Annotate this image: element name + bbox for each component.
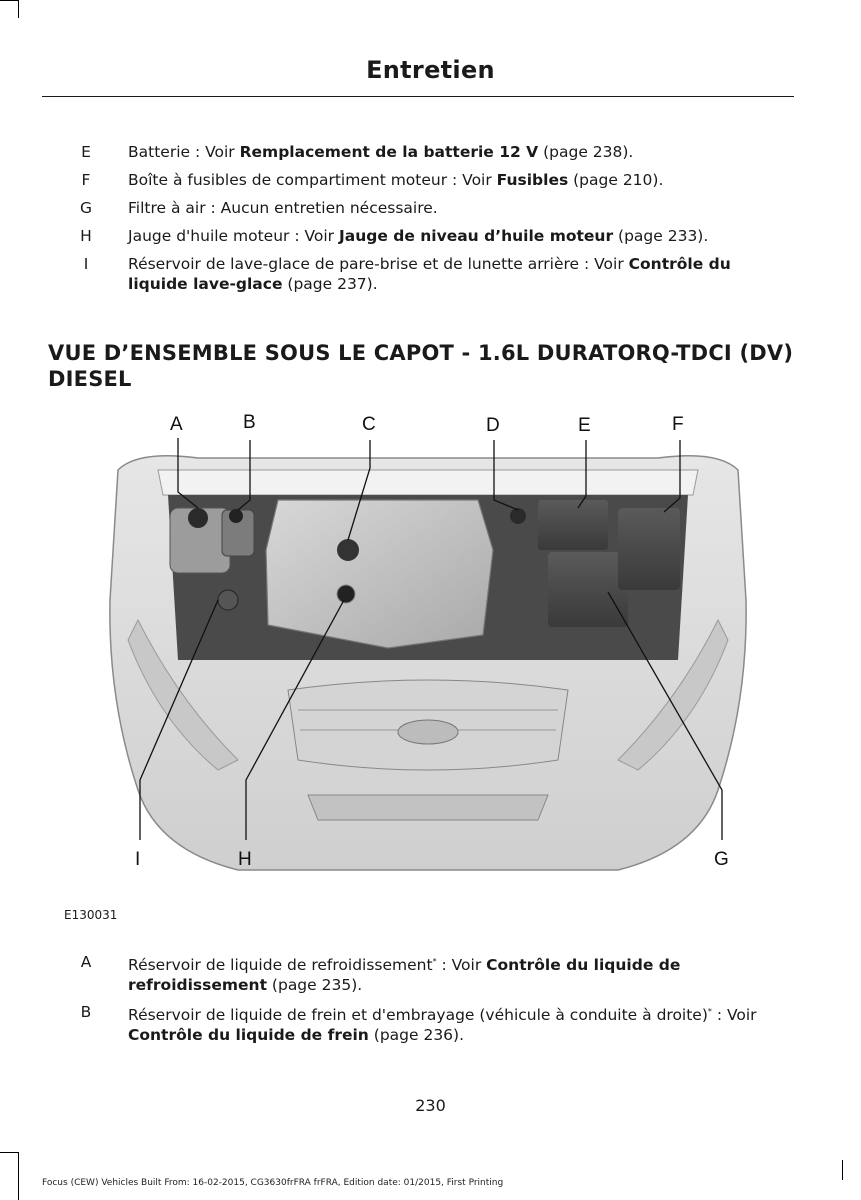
item-letter: G bbox=[79, 199, 92, 217]
figure-label-d: D bbox=[486, 415, 500, 436]
item-link[interactable]: Jauge de niveau d’huile moteur bbox=[338, 227, 614, 245]
figure-label-a: A bbox=[170, 414, 183, 435]
item-text: Réservoir de liquide de frein et d'embrayage (véhicule à conduite à droite)* : Voir Contrôle du liquide de frein (page 236). bbox=[128, 1006, 757, 1045]
item-link[interactable]: Contrôle du liquide lave-glace bbox=[128, 255, 731, 293]
item-text: Filtre à air : Aucun entretien nécessaire. bbox=[128, 199, 438, 217]
item-letter: E bbox=[81, 143, 91, 161]
item-link[interactable]: Contrôle du liquide de frein bbox=[128, 1026, 369, 1045]
figure-label-i: I bbox=[135, 849, 141, 870]
figure-label-g: G bbox=[714, 849, 729, 870]
item-link[interactable]: Contrôle du liquide de refroidissement bbox=[128, 956, 681, 995]
crop-mark bbox=[0, 0, 18, 1]
oil-filler-cap bbox=[337, 539, 359, 561]
engine-bay-figure bbox=[98, 400, 758, 920]
item-text: Réservoir de lave-glace de pare-brise et de lunette arrière : Voir Contrôle du liquide lave-glace (page 237). bbox=[128, 255, 731, 293]
page-header-title: Entretien bbox=[366, 56, 495, 84]
item-text: Boîte à fusibles de compartiment moteur : Voir Fusibles (page 210). bbox=[128, 171, 664, 189]
fuse-box bbox=[618, 508, 680, 590]
crop-mark bbox=[18, 1152, 19, 1200]
footer-text: Focus (CEW) Vehicles Built From: 16-02-2015, CG3630frFRA frFRA, Edition date: 01/2015, First Printing bbox=[42, 1178, 504, 1188]
engine-cover bbox=[266, 500, 493, 648]
dipstick-handle bbox=[337, 585, 355, 603]
page-number: 230 bbox=[415, 1096, 446, 1115]
ford-badge bbox=[398, 720, 458, 744]
air-filter bbox=[548, 552, 628, 627]
item-link[interactable]: Remplacement de la batterie 12 V bbox=[239, 143, 539, 161]
crop-mark bbox=[18, 0, 19, 18]
figure-label-h: H bbox=[238, 849, 252, 870]
battery bbox=[538, 500, 608, 550]
figure-code: E130031 bbox=[64, 908, 118, 922]
figure-label-f: F bbox=[672, 414, 684, 435]
item-text: Batterie : Voir Remplacement de la batterie 12 V (page 238). bbox=[128, 143, 634, 161]
figure-label-c: C bbox=[362, 414, 376, 435]
item-letter: I bbox=[83, 255, 89, 273]
item-text: Réservoir de liquide de refroidissement* : Voir Contrôle du liquide de refroidissement (page 235). bbox=[128, 956, 681, 995]
item-letter: F bbox=[81, 171, 91, 189]
item-letter: A bbox=[80, 953, 92, 971]
figure-label-e: E bbox=[578, 415, 591, 436]
hood-edge bbox=[158, 470, 698, 495]
item-letter: B bbox=[80, 1003, 92, 1021]
header-rule bbox=[42, 96, 794, 97]
crop-mark bbox=[0, 1152, 18, 1153]
item-letter: H bbox=[80, 227, 92, 245]
section-title: VUE D’ENSEMBLE SOUS LE CAPOT - 1.6L DURATORQ-TDCI (DV) DIESEL bbox=[48, 341, 794, 391]
item-text: Jauge d'huile moteur : Voir Jauge de niveau d’huile moteur (page 233). bbox=[128, 227, 709, 245]
item-link[interactable]: Fusibles bbox=[496, 171, 569, 189]
crop-mark bbox=[842, 1160, 843, 1180]
figure-label-b: B bbox=[243, 412, 256, 433]
